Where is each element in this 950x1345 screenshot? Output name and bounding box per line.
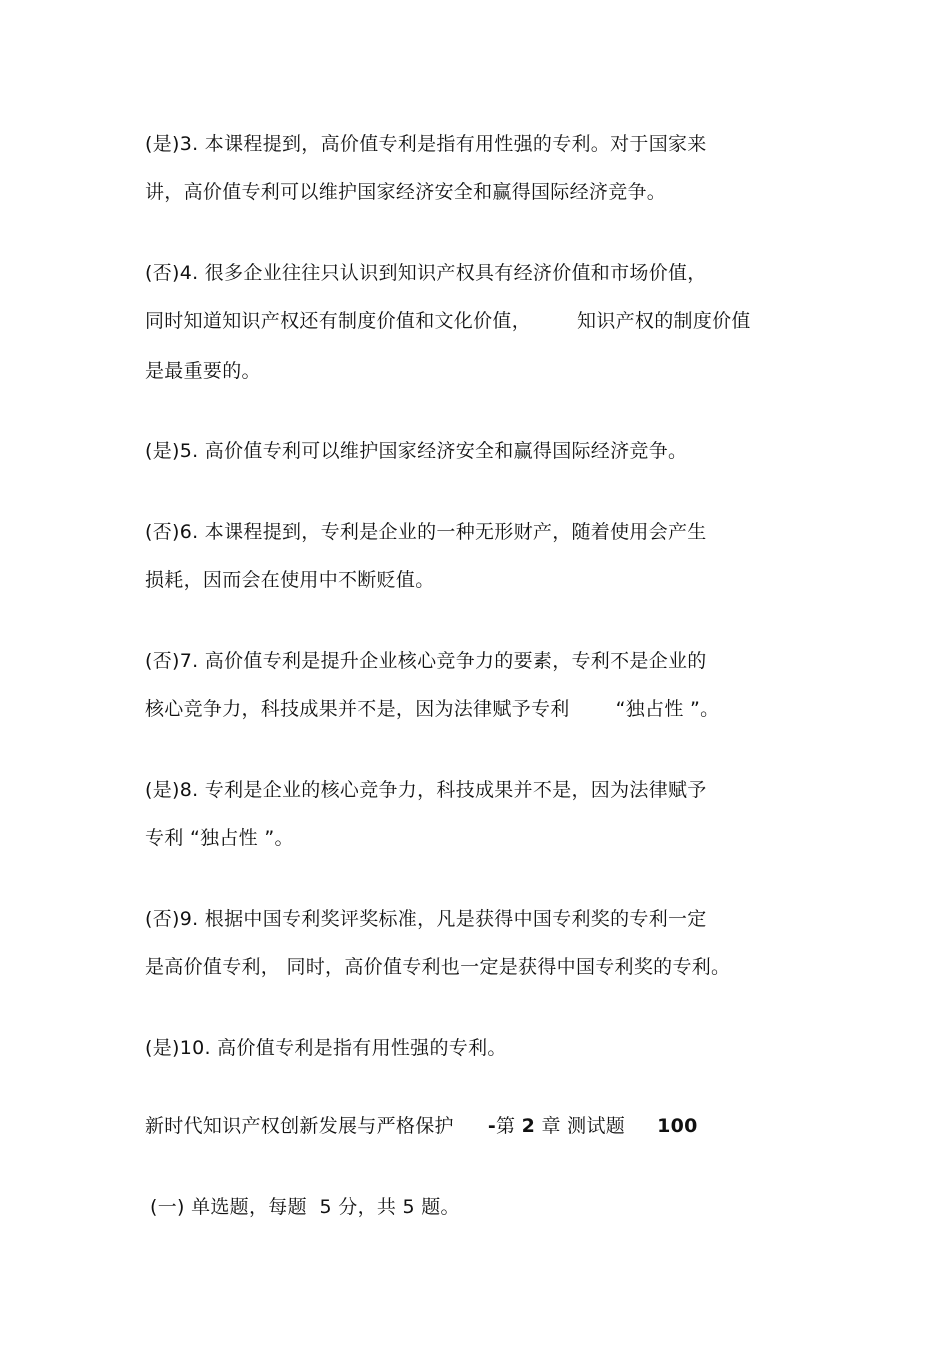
- question-6-line-2: 损耗，因而会在使用中不断贬值。: [145, 569, 435, 591]
- question-8-line-1: (是)8. 专利是企业的核心竞争力，科技成果并不是，因为法律赋予: [145, 779, 707, 801]
- section-heading-score: 100: [657, 1115, 698, 1137]
- question-9-line-2: 是高价值专利， 同时，高价值专利也一定是获得中国专利奖的专利。: [145, 956, 731, 978]
- section-heading-title: 新时代知识产权创新发展与严格保护: [145, 1115, 454, 1137]
- section-heading-chapter-suffix: 章 测试题: [535, 1115, 626, 1137]
- subsection-heading: (一) 单选题，每题 5 分，共 5 题。: [150, 1196, 460, 1218]
- question-7-line-2-b: “独占性 ”。: [615, 698, 720, 720]
- question-8-line-2: 专利 “独占性 ”。: [145, 827, 294, 849]
- question-6-line-1: (否)6. 本课程提到，专利是企业的一种无形财产，随着使用会产生: [145, 521, 707, 543]
- question-9-line-1: (否)9. 根据中国专利奖评奖标准，凡是获得中国专利奖的专利一定: [145, 908, 707, 930]
- question-3-line-2: 讲，高价值专利可以维护国家经济安全和赢得国际经济竞争。: [145, 181, 667, 203]
- question-7-line-2: [145, 695, 719, 723]
- section-heading-chapter-number: 2: [521, 1115, 536, 1137]
- question-4-line-2-a: 同时知道知识产权还有制度价值和文化价值，: [145, 310, 532, 332]
- question-4-line-1: (否)4. 很多企业往往只认识到知识产权具有经济价值和市场价值，: [145, 262, 707, 284]
- question-5-line-1: (是)5. 高价值专利可以维护国家经济安全和赢得国际经济竞争。: [145, 440, 688, 462]
- question-4-line-2: [145, 307, 751, 335]
- section-heading-dash: -: [487, 1115, 496, 1137]
- question-4-line-2-b: 知识产权的制度价值: [577, 310, 751, 332]
- question-4-line-3: 是最重要的。: [145, 360, 261, 382]
- question-7-line-2-a: 核心竞争力，科技成果并不是，因为法律赋予专利: [145, 698, 570, 720]
- question-10-line-1: (是)10. 高价值专利是指有用性强的专利。: [145, 1037, 507, 1059]
- section-heading: [145, 1112, 698, 1140]
- question-7-line-1: (否)7. 高价值专利是提升企业核心竞争力的要素，专利不是企业的: [145, 650, 707, 672]
- question-3-line-1: (是)3. 本课程提到，高价值专利是指有用性强的专利。对于国家来: [145, 133, 707, 155]
- section-heading-chapter-prefix: 第: [496, 1115, 522, 1137]
